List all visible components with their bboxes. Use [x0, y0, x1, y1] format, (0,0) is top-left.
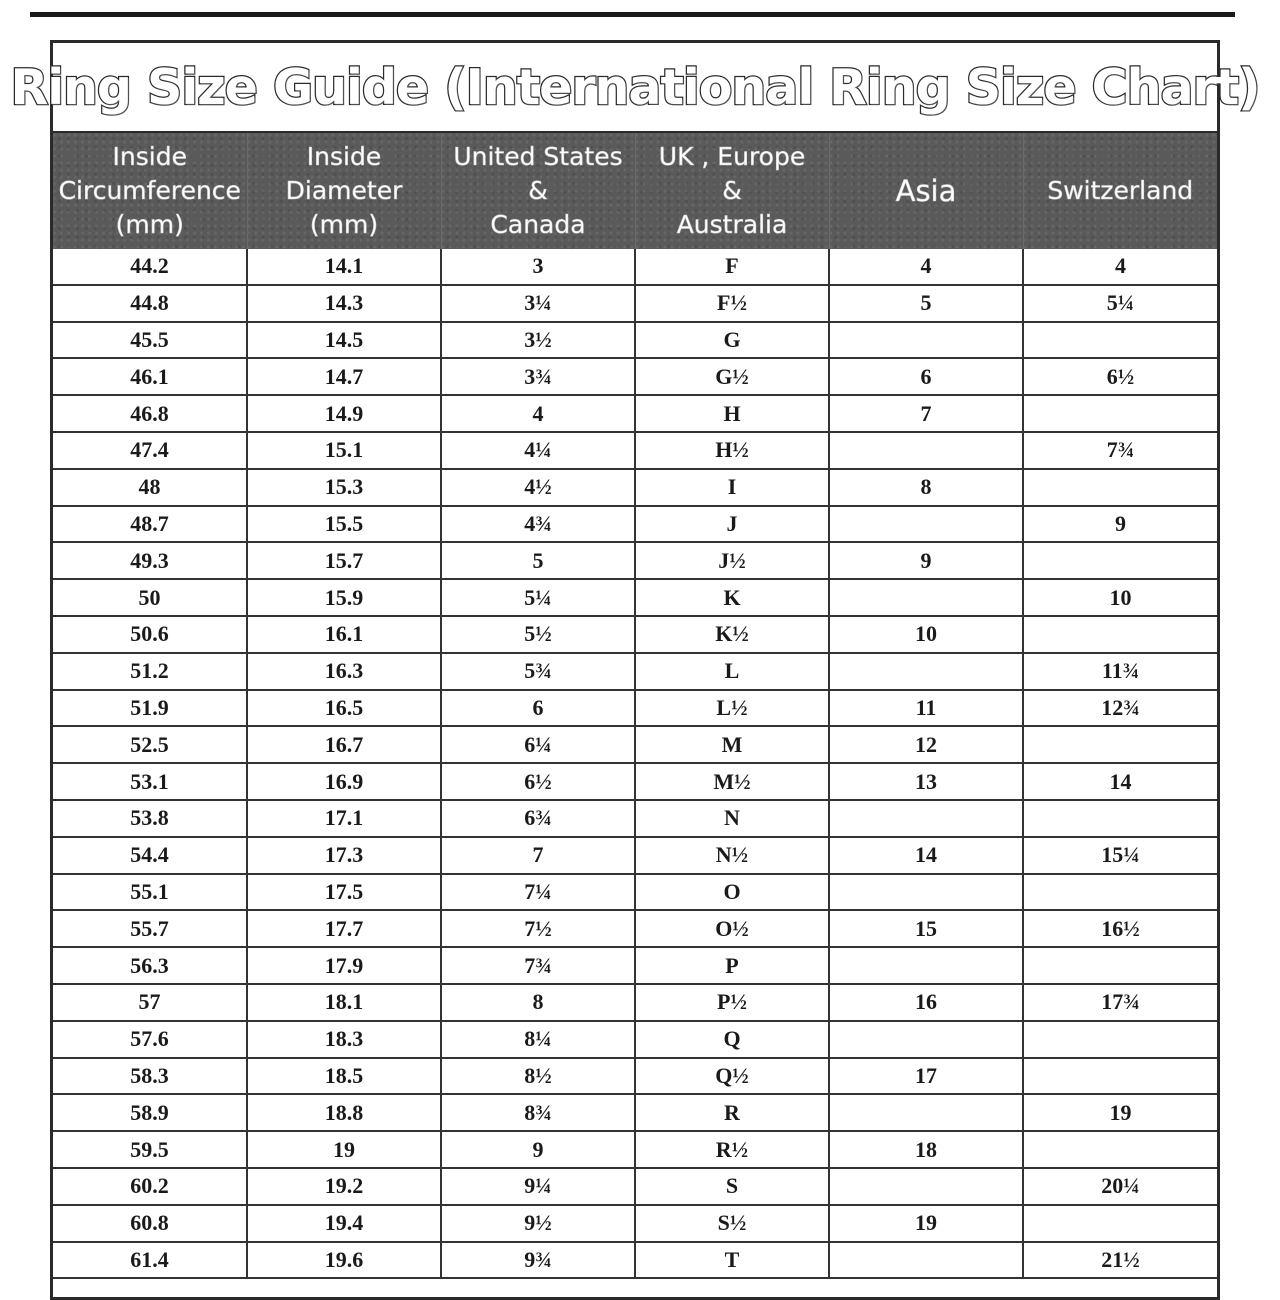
cell-us-canada: 3¼: [441, 285, 635, 322]
cell-diameter: 14.7: [247, 358, 441, 395]
cell-uk-europe-australia: S: [635, 1168, 829, 1205]
cell-uk-europe-australia: L½: [635, 690, 829, 727]
cell-diameter: 16.9: [247, 763, 441, 800]
table-row: [53, 1094, 1217, 1131]
cell-uk-europe-australia: H½: [635, 432, 829, 469]
cell-circumference: 59.5: [53, 1131, 247, 1168]
cell-switzerland: [1023, 874, 1217, 911]
cell-circumference: 49.3: [53, 542, 247, 579]
table-row: [53, 432, 1217, 469]
cell-uk-europe-australia: J: [635, 506, 829, 543]
cell-switzerland: 11¾: [1023, 653, 1217, 690]
cell-switzerland: 9: [1023, 506, 1217, 543]
cell-uk-europe-australia: F½: [635, 285, 829, 322]
cell-circumference: 50: [53, 579, 247, 616]
cell-switzerland: [1023, 1058, 1217, 1095]
cell-uk-europe-australia: N½: [635, 837, 829, 874]
cell-uk-europe-australia: Q: [635, 1021, 829, 1058]
cell-uk-europe-australia: P½: [635, 984, 829, 1021]
cell-diameter: 15.5: [247, 506, 441, 543]
cell-asia: 15: [829, 910, 1023, 947]
cell-uk-europe-australia: M: [635, 726, 829, 763]
cell-asia: 17: [829, 1058, 1023, 1095]
table-row: [53, 1021, 1217, 1058]
cell-diameter: 18.1: [247, 984, 441, 1021]
cell-uk-europe-australia: O½: [635, 910, 829, 947]
column-header-asia: Asia: [829, 133, 1023, 249]
cell-uk-europe-australia: K½: [635, 616, 829, 653]
cell-switzerland: [1023, 469, 1217, 506]
cell-us-canada: 6¼: [441, 726, 635, 763]
cell-asia: 12: [829, 726, 1023, 763]
header-row: [53, 133, 1217, 249]
cell-circumference: 54.4: [53, 837, 247, 874]
cell-switzerland: 10: [1023, 579, 1217, 616]
cell-asia: 16: [829, 984, 1023, 1021]
cell-circumference: 55.1: [53, 874, 247, 911]
cell-circumference: 60.2: [53, 1168, 247, 1205]
cell-circumference: 58.9: [53, 1094, 247, 1131]
cell-us-canada: 5½: [441, 616, 635, 653]
cell-diameter: 14.9: [247, 395, 441, 432]
cell-switzerland: [1023, 947, 1217, 984]
cell-uk-europe-australia: M½: [635, 763, 829, 800]
cell-us-canada: 5¼: [441, 579, 635, 616]
cell-switzerland: 5¼: [1023, 285, 1217, 322]
table-row: [53, 1131, 1217, 1168]
top-rule: [30, 12, 1235, 17]
table-row: [53, 763, 1217, 800]
cell-asia: [829, 432, 1023, 469]
table-row: [53, 579, 1217, 616]
cell-switzerland: 21½: [1023, 1242, 1217, 1279]
column-header-uk-europe-australia: UK , Europe & Australia: [635, 133, 829, 249]
cell-uk-europe-australia: T: [635, 1242, 829, 1279]
table-row: [53, 984, 1217, 1021]
cell-diameter: 19.2: [247, 1168, 441, 1205]
ring-size-chart: [10, 40, 1260, 1300]
cell-asia: 10: [829, 616, 1023, 653]
cell-switzerland: [1023, 1021, 1217, 1058]
cell-asia: 14: [829, 837, 1023, 874]
cell-us-canada: 3¾: [441, 358, 635, 395]
cell-diameter: 19.4: [247, 1205, 441, 1242]
cell-us-canada: 9: [441, 1131, 635, 1168]
cell-asia: 11: [829, 690, 1023, 727]
cell-diameter: 17.5: [247, 874, 441, 911]
cell-switzerland: [1023, 616, 1217, 653]
cell-uk-europe-australia: K: [635, 579, 829, 616]
cell-circumference: 60.8: [53, 1205, 247, 1242]
cell-asia: 9: [829, 542, 1023, 579]
column-header-diameter: Inside Diameter (mm): [247, 133, 441, 249]
table-row: [53, 800, 1217, 837]
cell-circumference: 46.1: [53, 358, 247, 395]
cell-circumference: 48.7: [53, 506, 247, 543]
cell-us-canada: 5: [441, 542, 635, 579]
cell-uk-europe-australia: S½: [635, 1205, 829, 1242]
cell-switzerland: [1023, 726, 1217, 763]
cell-circumference: 58.3: [53, 1058, 247, 1095]
cell-diameter: 19.6: [247, 1242, 441, 1279]
cell-asia: [829, 506, 1023, 543]
cell-us-canada: 9½: [441, 1205, 635, 1242]
cell-switzerland: 4: [1023, 249, 1217, 285]
cell-diameter: 14.3: [247, 285, 441, 322]
cell-switzerland: 20¼: [1023, 1168, 1217, 1205]
table-row: [53, 653, 1217, 690]
page-title: Ring Size Guide (International Ring Size Chart): [10, 58, 1260, 116]
cell-diameter: 19: [247, 1131, 441, 1168]
cell-switzerland: [1023, 322, 1217, 359]
cell-us-canada: 7¼: [441, 874, 635, 911]
table-row: [53, 285, 1217, 322]
cell-us-canada: 5¾: [441, 653, 635, 690]
cell-uk-europe-australia: Q½: [635, 1058, 829, 1095]
table-row: [53, 1058, 1217, 1095]
cell-us-canada: 4¼: [441, 432, 635, 469]
cell-asia: [829, 579, 1023, 616]
cell-circumference: 57: [53, 984, 247, 1021]
table-row: [53, 690, 1217, 727]
cell-asia: 8: [829, 469, 1023, 506]
cell-us-canada: 6½: [441, 763, 635, 800]
cell-us-canada: 9¾: [441, 1242, 635, 1279]
cell-uk-europe-australia: R: [635, 1094, 829, 1131]
cell-diameter: 17.1: [247, 800, 441, 837]
cell-switzerland: [1023, 395, 1217, 432]
cell-us-canada: 7: [441, 837, 635, 874]
cell-circumference: 51.2: [53, 653, 247, 690]
cell-switzerland: [1023, 1205, 1217, 1242]
cell-switzerland: 7¾: [1023, 432, 1217, 469]
cell-circumference: 45.5: [53, 322, 247, 359]
table-row: [53, 542, 1217, 579]
cell-diameter: 18.8: [247, 1094, 441, 1131]
cell-asia: [829, 874, 1023, 911]
cell-uk-europe-australia: L: [635, 653, 829, 690]
cell-diameter: 16.1: [247, 616, 441, 653]
cell-asia: 5: [829, 285, 1023, 322]
cell-circumference: 55.7: [53, 910, 247, 947]
cell-circumference: 48: [53, 469, 247, 506]
cell-circumference: 56.3: [53, 947, 247, 984]
cell-us-canada: 6: [441, 690, 635, 727]
table-row: [53, 322, 1217, 359]
cell-diameter: 17.3: [247, 837, 441, 874]
column-header-us-canada: United States & Canada: [441, 133, 635, 249]
cell-circumference: 44.8: [53, 285, 247, 322]
cell-diameter: 16.5: [247, 690, 441, 727]
cell-circumference: 53.1: [53, 763, 247, 800]
cell-diameter: 15.9: [247, 579, 441, 616]
cell-circumference: 44.2: [53, 249, 247, 285]
cell-asia: [829, 800, 1023, 837]
cell-asia: 4: [829, 249, 1023, 285]
cell-switzerland: 17¾: [1023, 984, 1217, 1021]
table-row: [53, 395, 1217, 432]
cell-uk-europe-australia: I: [635, 469, 829, 506]
cell-diameter: 16.3: [247, 653, 441, 690]
cell-asia: [829, 1242, 1023, 1279]
table-row: [53, 947, 1217, 984]
cell-diameter: 18.5: [247, 1058, 441, 1095]
cell-uk-europe-australia: G½: [635, 358, 829, 395]
cell-circumference: 61.4: [53, 1242, 247, 1279]
cell-us-canada: 8: [441, 984, 635, 1021]
table-row: [53, 837, 1217, 874]
cell-asia: [829, 1094, 1023, 1131]
cell-switzerland: [1023, 1131, 1217, 1168]
cell-switzerland: 19: [1023, 1094, 1217, 1131]
cell-circumference: 50.6: [53, 616, 247, 653]
cell-switzerland: 16½: [1023, 910, 1217, 947]
cell-us-canada: 4½: [441, 469, 635, 506]
cell-us-canada: 9¼: [441, 1168, 635, 1205]
column-header-switzerland: Switzerland: [1023, 133, 1217, 249]
cell-uk-europe-australia: P: [635, 947, 829, 984]
cell-asia: 6: [829, 358, 1023, 395]
cell-asia: 13: [829, 763, 1023, 800]
cell-diameter: 15.3: [247, 469, 441, 506]
table-header: [53, 133, 1217, 249]
cell-asia: [829, 322, 1023, 359]
cell-asia: [829, 947, 1023, 984]
table-body: [53, 249, 1217, 1278]
cell-us-canada: 4¾: [441, 506, 635, 543]
table-row: [53, 1205, 1217, 1242]
table-row: [53, 616, 1217, 653]
cell-us-canada: 8¼: [441, 1021, 635, 1058]
cell-circumference: 52.5: [53, 726, 247, 763]
cell-switzerland: 12¾: [1023, 690, 1217, 727]
table-row: [53, 469, 1217, 506]
cell-circumference: 57.6: [53, 1021, 247, 1058]
column-header-circumference: Inside Circumference (mm): [53, 133, 247, 249]
title-bar: [10, 43, 1260, 133]
cell-switzerland: 6½: [1023, 358, 1217, 395]
ring-size-table: [53, 133, 1217, 1279]
cell-us-canada: 3½: [441, 322, 635, 359]
table-row: [53, 726, 1217, 763]
cell-asia: [829, 653, 1023, 690]
table-row: [53, 506, 1217, 543]
cell-uk-europe-australia: R½: [635, 1131, 829, 1168]
cell-circumference: 51.9: [53, 690, 247, 727]
cell-switzerland: [1023, 800, 1217, 837]
cell-diameter: 18.3: [247, 1021, 441, 1058]
cell-asia: [829, 1021, 1023, 1058]
cell-us-canada: 3: [441, 249, 635, 285]
cell-asia: 19: [829, 1205, 1023, 1242]
cell-uk-europe-australia: O: [635, 874, 829, 911]
cell-uk-europe-australia: J½: [635, 542, 829, 579]
cell-diameter: 14.5: [247, 322, 441, 359]
table-row: [53, 874, 1217, 911]
cell-asia: [829, 1168, 1023, 1205]
cell-switzerland: 14: [1023, 763, 1217, 800]
cell-asia: 18: [829, 1131, 1023, 1168]
cell-us-canada: 4: [441, 395, 635, 432]
cell-uk-europe-australia: N: [635, 800, 829, 837]
cell-switzerland: 15¼: [1023, 837, 1217, 874]
cell-diameter: 15.1: [247, 432, 441, 469]
cell-us-canada: 8¾: [441, 1094, 635, 1131]
cell-us-canada: 6¾: [441, 800, 635, 837]
cell-uk-europe-australia: G: [635, 322, 829, 359]
cell-switzerland: [1023, 542, 1217, 579]
cell-diameter: 17.7: [247, 910, 441, 947]
cell-diameter: 14.1: [247, 249, 441, 285]
table-row: [53, 910, 1217, 947]
cell-us-canada: 7½: [441, 910, 635, 947]
table-row: [53, 358, 1217, 395]
cell-us-canada: 7¾: [441, 947, 635, 984]
cell-uk-europe-australia: H: [635, 395, 829, 432]
table-row: [53, 1242, 1217, 1279]
cell-circumference: 46.8: [53, 395, 247, 432]
cell-diameter: 16.7: [247, 726, 441, 763]
table-row: [53, 1168, 1217, 1205]
cell-uk-europe-australia: F: [635, 249, 829, 285]
cell-us-canada: 8½: [441, 1058, 635, 1095]
table-row: [53, 249, 1217, 285]
cell-diameter: 17.9: [247, 947, 441, 984]
cell-circumference: 47.4: [53, 432, 247, 469]
cell-circumference: 53.8: [53, 800, 247, 837]
cell-asia: 7: [829, 395, 1023, 432]
cell-diameter: 15.7: [247, 542, 441, 579]
